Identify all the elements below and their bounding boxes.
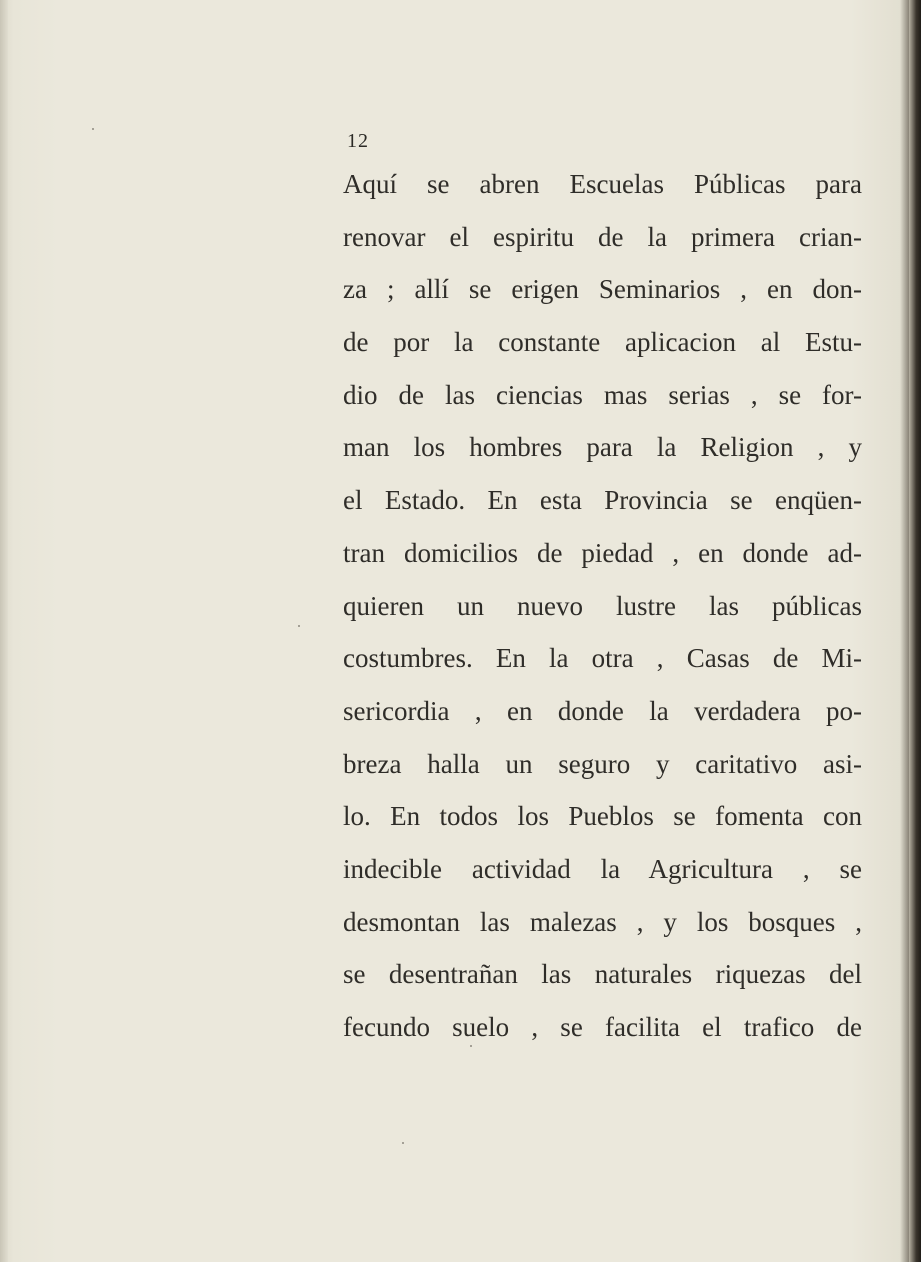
text-line: de por la constante aplicacion al Estu- [343, 327, 862, 358]
text-line: sericordia , en donde la verdadera po- [343, 695, 862, 726]
paper-speck [92, 128, 94, 130]
text-line: breza halla un seguro y caritativo asi- [343, 748, 862, 779]
text-line: fecundo suelo , se facilita el trafico de [343, 1012, 862, 1042]
text-line: Aquí se abren Escuelas Públicas para [343, 169, 862, 199]
text-line: tran domicilios de piedad , en donde ad- [343, 537, 862, 568]
page-right-edge-shadow [909, 0, 921, 1262]
text-line: indecible actividad la Agricultura , se [343, 853, 862, 884]
paper-speck [402, 1142, 404, 1144]
text-line: se desentrañan las naturales riquezas del [343, 959, 862, 990]
paper-speck [298, 625, 300, 627]
text-line: lo. En todos los Pueblos se fomenta con [343, 801, 862, 832]
text-line: el Estado. En esta Provincia se enqüen- [343, 485, 862, 516]
text-line: za ; allí se erigen Seminarios , en don- [343, 274, 862, 305]
text-line: renovar el espiritu de la primera crian- [343, 221, 862, 252]
text-line: man los hombres para la Religion , y [343, 432, 862, 463]
text-line: quieren un nuevo lustre las públicas [343, 590, 862, 621]
body-text [343, 160, 862, 1056]
text-line: dio de las ciencias mas serias , se for- [343, 379, 862, 410]
page-number: 12 [347, 130, 369, 152]
text-line: desmontan las malezas , y los bosques , [343, 906, 862, 937]
page-left-edge [0, 0, 8, 1262]
text-line: costumbres. En la otra , Casas de Mi- [343, 643, 862, 674]
